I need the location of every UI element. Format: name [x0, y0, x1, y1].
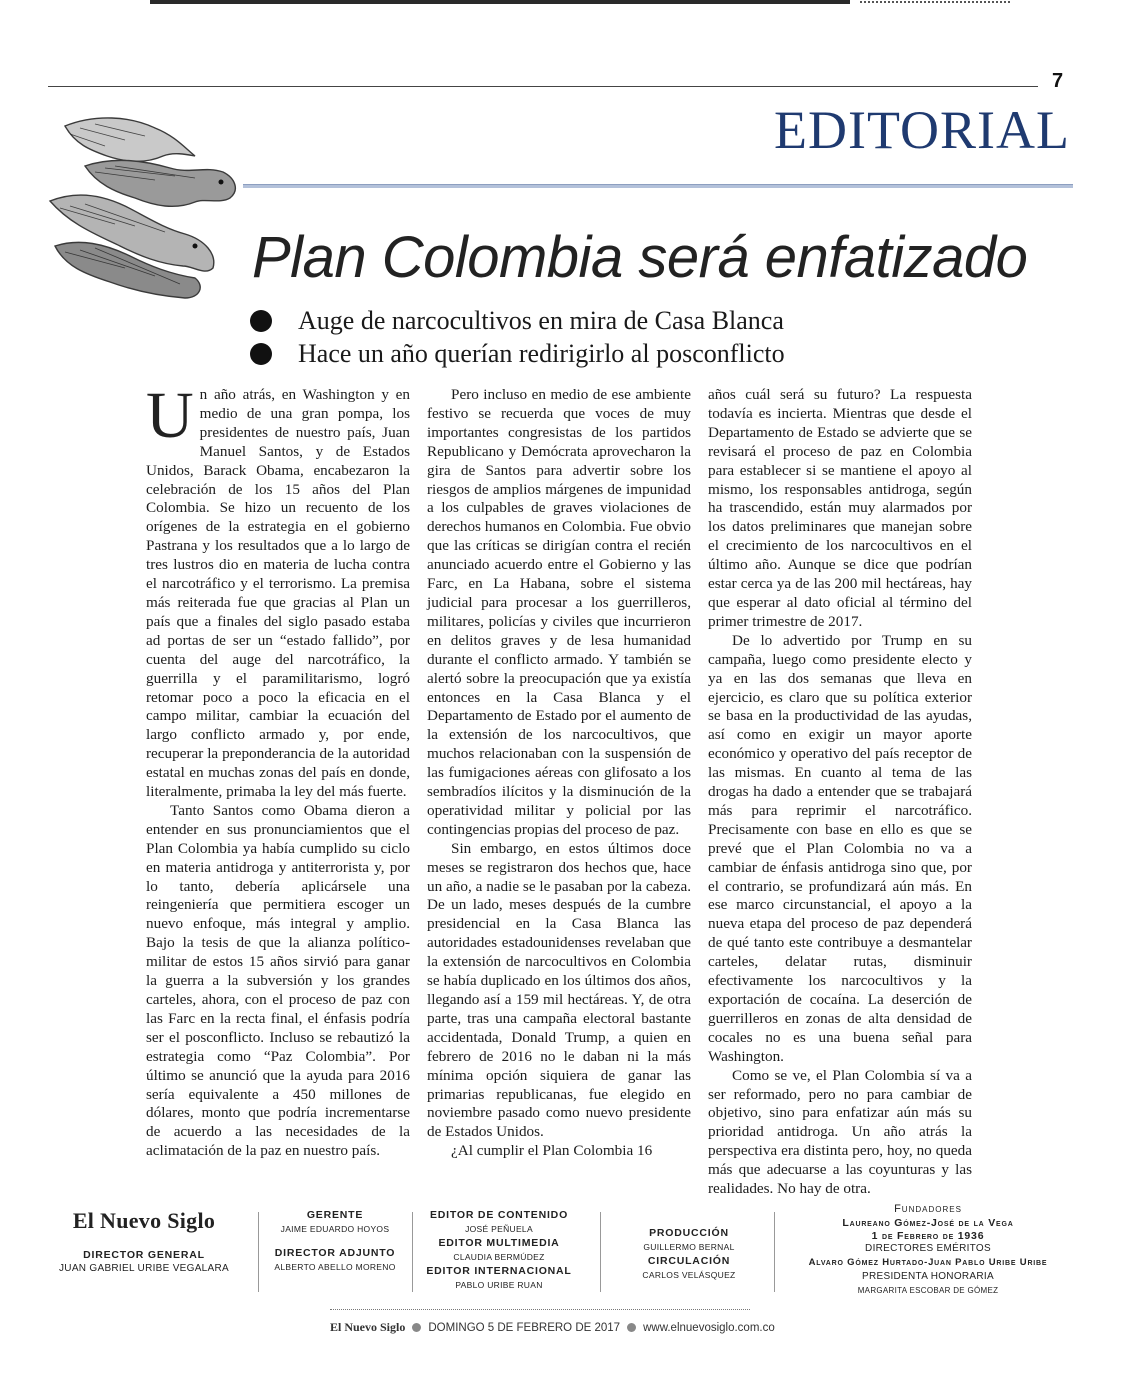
paragraph [146, 379, 410, 802]
summary-bullet [250, 337, 1070, 370]
footer-bullet-icon [627, 1323, 636, 1332]
bullet-dot-icon [250, 310, 272, 332]
scan-edge-dots [860, 1, 1010, 3]
circulacion-title: CIRCULACIÓN [647, 1255, 731, 1267]
footer-scan-line [330, 1309, 750, 1311]
presidenta-name: MARGARITA ESCOBAR DE GÓMEZ [857, 1286, 999, 1295]
dropcap: U [146, 379, 194, 452]
article-summary [250, 304, 1070, 370]
footer-brand: El Nuevo Siglo [330, 1320, 406, 1334]
article-body [146, 379, 972, 1198]
editor-internacional-name: PABLO URIBE RUAN [455, 1280, 543, 1290]
director-adjunto-title: DIRECTOR ADJUNTO [274, 1247, 396, 1259]
paragraph: Pero incluso en medio de ese ambiente festivo se recuerda que voces de muy importantes congresistas de los partidos Republicano y Demócrata aprovecharon la gira de Santos para advertir sobre los riesgos de amplios márgenes de impunidad a los culpables de graves violaciones de derechos humanos en Colombia. Fue obvio que las críticas se dirigían contra el recién anunciado acuerdo entre el Gobierno y las Farc, en La Habana, sobre el sistema judicial para procesar a los guerrilleros, militares, policías y civiles que incurrieron en delitos graves y de lesa humanidad durante el conflicto armado. Y también se alertó sobre la preocupación que ya existía entonces en la Casa Blanca y el Departamento de Estado por el aumento de la extensión de los narcocultivos, que muchos relacionaban con la suspensión de las fumigaciones aéreas con glifosato a los sembradíos ilícitos y la disminución de la operatividad militar y policial por las contingencias propias del proceso de paz. [427, 386, 691, 838]
footer-date: DOMINGO 5 DE FEBRERO DE 2017 [428, 1321, 621, 1334]
summary-text: Auge de narcocultivos en mira de Casa Blanca [298, 305, 784, 335]
paragraph: De lo advertido por Trump en su campaña, luego como presidente electo y ya en las dos semanas que lleva en ejercicio, es claro que su política exterior se basa en la productividad de las ayudas, así como en exigir un mayor aporte económico y operativo del país receptor de las mismas. En cuanto al tema de las drogas ha dado a entender que se trabajará más para reprimir el narcotráfico. Precisamente con base en ello es que se prevé que el Plan Colombia no va a cambiar de énfasis antidroga sino que, por el contrario, se profundizará aún más. En ese marco circunstancial, el apoyo a la nueva etapa del proceso de paz dependerá de qué tanto este contribuye a desmantelar carteles, delatar rutas, disminuir efectivamente los narcocultivos y la exportación de cocaína. La deserción de guerrilleros en zonas de alta densidad de cocales no es una buena señal para Washington. [708, 631, 972, 1065]
scan-edge-line [150, 0, 850, 4]
masthead-block-editors [414, 1208, 584, 1292]
director-adjunto-name: ALBERTO ABELLO MORENO [274, 1262, 396, 1272]
director-general-title: DIRECTOR GENERAL [83, 1249, 205, 1261]
masthead-divider [774, 1212, 775, 1292]
fundadores-title: Fundadores [894, 1203, 962, 1215]
footer-website: www.elnuevosiglo.com.co [643, 1321, 775, 1334]
masthead-divider [600, 1212, 601, 1292]
editor-contenido-name: JOSÉ PEÑUELA [465, 1224, 533, 1234]
emeritos-names: Alvaro Gómez Hurtado-Juan Pablo Uribe Uribe [808, 1257, 1048, 1268]
paragraph-text: n año atrás, en Washington y en medio de una gran pompa, los presidentes de nuestro país, Juan Manuel Santos, y de Estados Unidos, Barack Obama, encabezaron la celebración de los 15 años del Plan Colombia. Se hizo un recuento de los orígenes de la estrategia en el gobierno Pastrana y los resultados que a lo largo de tres lustros dio en materia de lucha contra el narcotráfico y el terrorismo. La premisa más reiterada fue que gracias al Plan un país que a finales del siglo pasado estaba ad portas de ser un “estado fallido”, por cuenta del auge del narcotráfico, la guerrilla y el paramilitarismo, logró retomar poco a poco la eficacia en el campo militar, cambiar la ecuación del largo conflicto armado y, por ende, recuperar la preponderancia de la autoridad estatal en muchas zonas del país en donde, literalmente, primaba la ley del más fuerte. [146, 386, 410, 801]
masthead-logo-block [44, 1208, 244, 1276]
article-column-3 [708, 386, 972, 1199]
editor-multimedia-name: CLAUDIA BERMÚDEZ [453, 1252, 545, 1262]
director-general-name: JUAN GABRIEL URIBE VEGALARA [59, 1263, 229, 1274]
masthead-block-operations [614, 1226, 764, 1282]
paragraph: Sin embargo, en estos últimos doce meses se registraron dos hechos que, hace un año, a nadie se le pasaban por la cabeza. De un lado, meses después de la cumbre presidencial en la Casa Blanca las autoridades estadounidenses revelaban que la extensión de narcocultivos en Colombia se había duplicado en los últimos dos años, llegando así a 159 mil hectáreas. Y, de otra parte, tras una campaña electoral bastante accidentada, Donald Trump, a quien en febrero de 2016 no le daban ni la más mínima opción siquiera de ganar las primarias republicanas, fue elegido en noviembre pasado como nuevo presidente de Estados Unidos. [427, 839, 691, 1141]
fundacion-fecha: 1 de Febrero de 1936 [871, 1230, 985, 1242]
gerente-title: GERENTE [306, 1209, 364, 1221]
fundadores-names: Laureano Gómez-José de la Vega [842, 1217, 1014, 1229]
presidenta-title: PRESIDENTA HONORARIA [862, 1271, 994, 1282]
paragraph: años cuál será su futuro? La respuesta todavía es incierta. Mientras que desde el Departamento de Estado se advierte que se revisará el proceso de paz en Colombia para establecer si se mantiene el apoyo al mismo, los responsables antidroga, según ha trascendido, están muy alarmados por los datos preliminares que manejan sobre el crecimiento de los narcocultivos en el último año. Aunque se dice que podrían estar cerca ya de las 200 mil hectáreas, hay que esperar al dato oficial al término del primer trimestre de 2017. [708, 386, 972, 630]
masthead-divider [258, 1212, 259, 1292]
editor-contenido-title: EDITOR DE CONTENIDO [429, 1209, 569, 1221]
editor-internacional-title: EDITOR INTERNACIONAL [426, 1265, 572, 1277]
summary-text: Hace un año querían redirigirlo al posconflicto [298, 338, 785, 368]
masthead-divider [412, 1212, 413, 1292]
paragraph: Como se ve, el Plan Colombia sí va a ser reformado, pero no para cambiar de objetivo, sino para enfatizar aún más su prioridad antidroga. Un año atrás la perspectiva era distinta pero, hoy, no queda más que adecuarse a las coyunturas y las realidades. No hay de otra. [708, 1066, 972, 1198]
paragraph: ¿Al cumplir el Plan Colombia 16 [451, 1142, 653, 1160]
produccion-title: PRODUCCIÓN [649, 1227, 729, 1239]
masthead [44, 1203, 1084, 1300]
horses-illustration [45, 106, 245, 306]
article-column-2 [427, 386, 691, 1161]
section-rule [243, 184, 1073, 188]
gerente-name: JAIME EDUARDO HOYOS [280, 1224, 390, 1234]
header-rule [48, 86, 1038, 87]
masthead-block-founders [778, 1202, 1078, 1298]
produccion-name: GUILLERMO BERNAL [643, 1242, 735, 1252]
article-headline: Plan Colombia será enfatizado [252, 225, 1028, 290]
section-title: EDITORIAL [774, 100, 1070, 160]
bullet-dot-icon [250, 343, 272, 365]
editor-multimedia-title: EDITOR MULTIMEDIA [438, 1237, 560, 1249]
circulacion-name: CARLOS VELÁSQUEZ [642, 1270, 736, 1280]
emeritos-title: DIRECTORES EMÉRITOS [865, 1243, 991, 1254]
page-number: 7 [1052, 70, 1064, 92]
masthead-block-management [260, 1208, 410, 1274]
newspaper-logo: El Nuevo Siglo [72, 1208, 216, 1233]
summary-bullet [250, 304, 1070, 337]
page-footer [330, 1320, 800, 1335]
paragraph: Tanto Santos como Obama dieron a entender en sus pronunciamientos que el Plan Colombia ya había cumplido su ciclo en materia antidroga y antiterrorista y, por lo tanto, debería aplicársele una reingeniería que permitiera escoger un nuevo enfoque, más integral y amplio. Bajo la tesis de que la alianza político-militar de estos 15 años sirvió para ganar la guerra a la subversión y los grandes carteles, ahora, con el proceso de paz con las Farc en la recta final, el énfasis podría ser el posconflicto. Incluso se rebautizó la estrategia como “Paz Colombia”. Por último se anunció que la ayuda para 2016 sería equivalente a 450 millones de dólares, monto que podría incrementarse de acuerdo a las necesidades de la aclimatación de la paz en nuestro país. [146, 801, 410, 1160]
footer-bullet-icon [412, 1323, 421, 1332]
article-column-1 [146, 379, 410, 1161]
